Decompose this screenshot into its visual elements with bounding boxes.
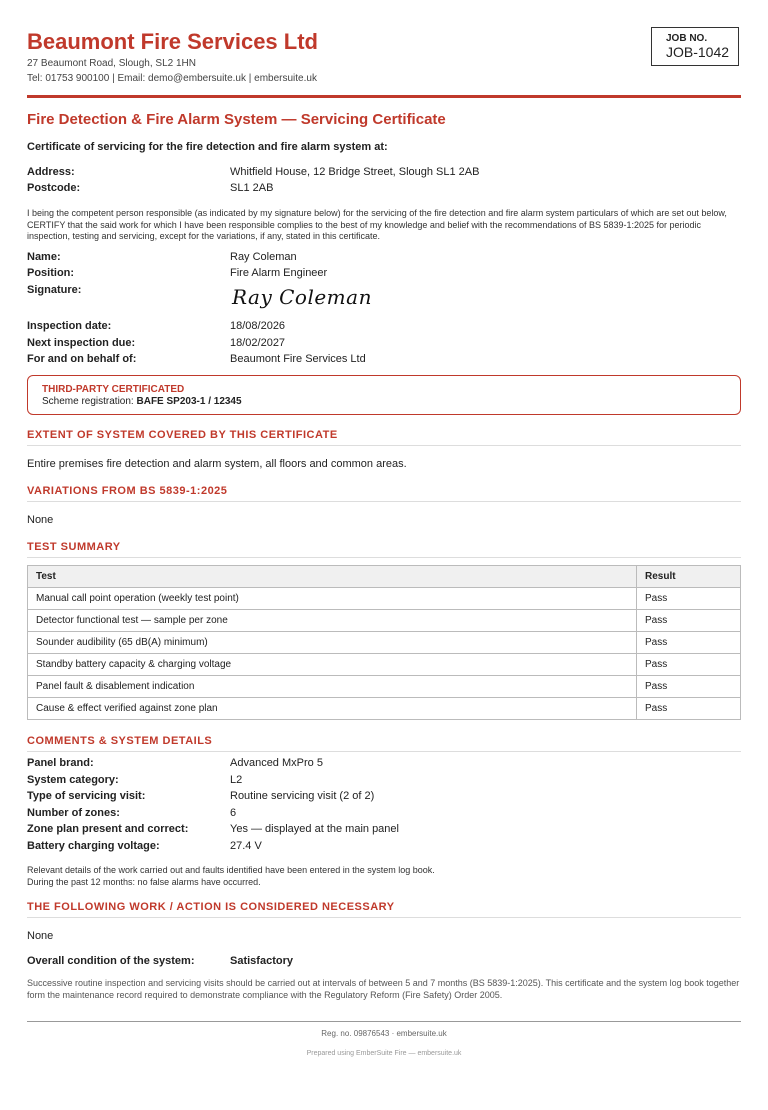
inspection-date-label: Inspection date: [27, 320, 112, 332]
test-summary-heading: TEST SUMMARY [27, 541, 741, 558]
battery-voltage-label: Battery charging voltage: [27, 840, 160, 852]
table-row [28, 610, 741, 632]
test-result: Pass [637, 632, 741, 654]
table-row [28, 676, 741, 698]
certificate-title: Fire Detection & Fire Alarm System — Servicing Certificate [27, 111, 446, 128]
zone-plan-value: Yes — displayed at the main panel [230, 823, 399, 835]
zones-label: Number of zones: [27, 807, 120, 819]
third-party-box [27, 375, 741, 415]
next-inspection-value: 18/02/2027 [230, 337, 286, 349]
overall-condition-label: Overall condition of the system: [27, 955, 195, 967]
footer-registration: Reg. no. 09876543 · embersuite.uk [321, 1029, 447, 1038]
zones-value: 6 [230, 807, 237, 819]
name-value: Ray Coleman [230, 251, 297, 263]
battery-voltage-value: 27.4 V [230, 840, 262, 852]
extent-text: Entire premises fire detection and alarm system, all floors and common areas. [27, 458, 407, 470]
company-contact: Tel: 01753 900100 | Email: demo@embersuite.uk | embersuite.uk [27, 73, 317, 84]
certificate-subtitle: Certificate of servicing for the fire detection and fire alarm system at: [27, 141, 388, 153]
table-row [28, 698, 741, 720]
maintenance-footnote: Successive routine inspection and servicing visits should be carried out at intervals of between 5 and 7 months (BS 5839-1:2025). This certificate and the system log book together form the maintenance record required to demonstrate compliance with the Regulatory Reform (Fire Safety) Order 2005. [27, 978, 740, 1000]
test-result: Pass [637, 676, 741, 698]
system-category-label: System category: [27, 774, 119, 786]
table-row [28, 632, 741, 654]
test-result: Pass [637, 698, 741, 720]
test-name: Detector functional test — sample per zone [28, 610, 637, 632]
extent-heading: EXTENT OF SYSTEM COVERED BY THIS CERTIFICATE [27, 429, 741, 446]
column-header-result: Result [637, 566, 741, 588]
test-result: Pass [637, 588, 741, 610]
column-header-test: Test [28, 566, 637, 588]
visit-type-label: Type of servicing visit: [27, 790, 146, 802]
header-divider [27, 95, 741, 98]
comments-note-1: Relevant details of the work carried out and faults identified have been entered in the system log book. [27, 865, 435, 875]
job-number-value: JOB-1042 [666, 44, 730, 60]
system-category-value: L2 [230, 774, 243, 786]
next-inspection-label: Next inspection due: [27, 337, 136, 349]
comments-note-2: During the past 12 months: no false alarms have occurred. [27, 877, 261, 887]
panel-brand-label: Panel brand: [27, 757, 94, 769]
action-heading: THE FOLLOWING WORK / ACTION IS CONSIDERED NECESSARY [27, 901, 741, 918]
test-result: Pass [637, 610, 741, 632]
postcode-value: SL1 2AB [230, 182, 274, 194]
address-label: Address: [27, 166, 75, 178]
behalf-label: For and on behalf of: [27, 353, 137, 365]
postcode-label: Postcode: [27, 182, 81, 194]
test-summary-table [27, 565, 741, 720]
table-row [28, 588, 741, 610]
test-name: Cause & effect verified against zone plan [28, 698, 637, 720]
scheme-registration [42, 396, 726, 407]
test-name: Standby battery capacity & charging voltage [28, 654, 637, 676]
visit-type-value: Routine servicing visit (2 of 2) [230, 790, 375, 802]
table-header-row [28, 566, 741, 588]
declaration-text: I being the competent person responsible (as indicated by my signature below) for the servicing of the fire detection and fire alarm system particulars of which are set out below, CERTIFY that the said work for which I have been responsible complies to the best of my knowledge and belief with the recommendations of BS 5839-1:2025 for periodic inspection, testing and servicing, except for the variations, if any, stated in this certificate. [27, 208, 727, 241]
variations-heading: VARIATIONS FROM BS 5839-1:2025 [27, 485, 741, 502]
table-row [28, 654, 741, 676]
signature-label: Signature: [27, 284, 82, 296]
test-name: Panel fault & disablement indication [28, 676, 637, 698]
footer-divider [27, 1021, 741, 1022]
zone-plan-label: Zone plan present and correct: [27, 823, 189, 835]
signature: Ray Coleman [232, 285, 372, 309]
comments-heading: COMMENTS & SYSTEM DETAILS [27, 735, 741, 752]
company-address: 27 Beaumont Road, Slough, SL2 1HN [27, 58, 196, 69]
test-name: Manual call point operation (weekly test point) [28, 588, 637, 610]
scheme-value: BAFE SP203-1 / 12345 [136, 396, 242, 407]
scheme-label: Scheme registration: [42, 396, 137, 407]
job-number-label: JOB NO. [666, 33, 708, 44]
name-label: Name: [27, 251, 61, 263]
test-name: Sounder audibility (65 dB(A) minimum) [28, 632, 637, 654]
action-text: None [27, 930, 54, 942]
test-result: Pass [637, 654, 741, 676]
position-label: Position: [27, 267, 75, 279]
panel-brand-value: Advanced MxPro 5 [230, 757, 323, 769]
company-name: Beaumont Fire Services Ltd [27, 29, 318, 54]
behalf-value: Beaumont Fire Services Ltd [230, 353, 366, 365]
inspection-date-value: 18/08/2026 [230, 320, 286, 332]
address-value: Whitfield House, 12 Bridge Street, Slough SL1 2AB [230, 166, 480, 178]
footer-prepared: Prepared using EmberSuite Fire — embersuite.uk [306, 1050, 462, 1057]
job-number-box [651, 27, 739, 66]
position-value: Fire Alarm Engineer [230, 267, 328, 279]
third-party-title: THIRD-PARTY CERTIFICATED [42, 384, 185, 395]
overall-condition-value: Satisfactory [230, 955, 293, 967]
variations-text: None [27, 514, 54, 526]
